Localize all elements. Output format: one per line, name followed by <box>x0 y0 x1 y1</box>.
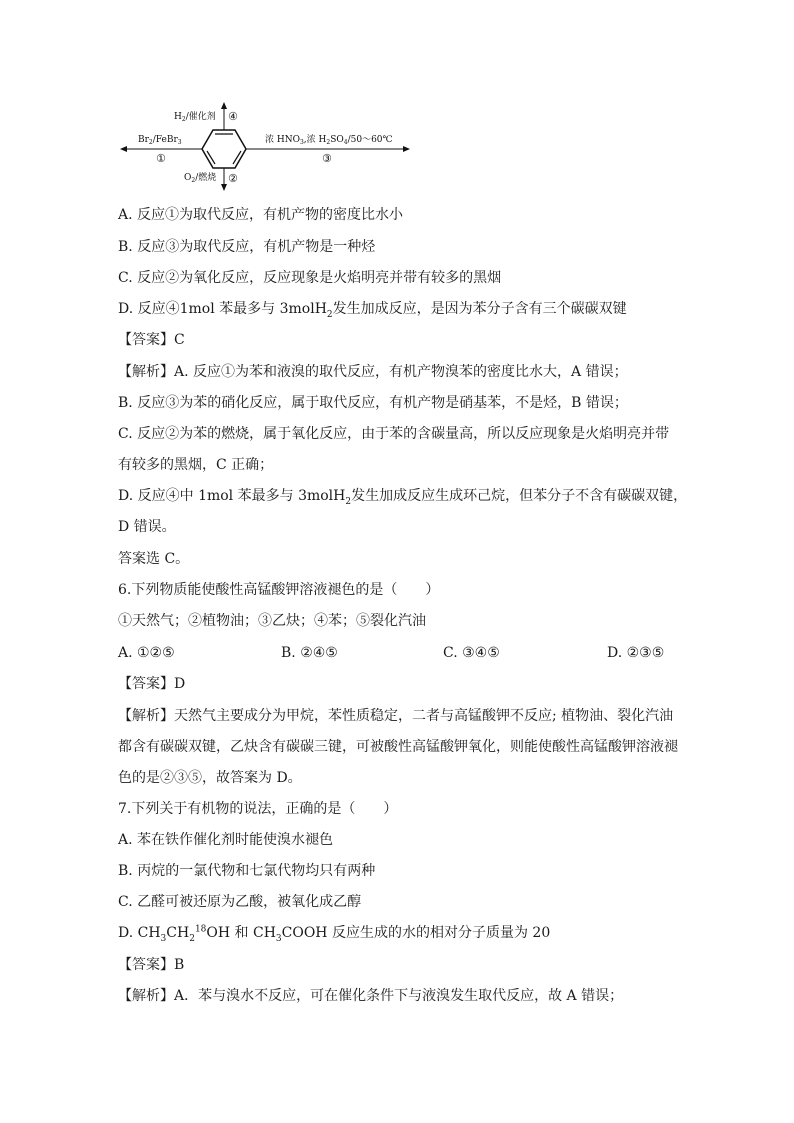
q6-explanation-2: 都含有碳碳双键，乙炔含有碳碳三键，可被酸性高锰酸钾氧化，则能使酸性高锰酸钾溶液褪 <box>118 739 678 755</box>
q5-explanation-1: 【解析】A. 反应①为苯和液溴的取代反应，有机产物溴苯的密度比水大，A 错误； <box>118 364 628 380</box>
right-arrowhead <box>403 146 410 152</box>
q7-option-d: D. $CH_3CH_2^{18}OH$ 和 $CH_3COOH$ 反应生成的水的相对分子质量为 20 <box>118 924 551 944</box>
q5-final-choice: 答案选 C。 <box>118 551 190 567</box>
q7-explanation-1: 【解析】A．苯与溴水不反应，可在催化条件下与液溴发生取代反应，故 A 错误； <box>118 988 624 1004</box>
q6-option-a: A. ①②⑤ <box>118 645 175 661</box>
q7-option-a: A. 苯在铁作催化剂时能使溴水褪色 <box>118 832 334 848</box>
label-reaction-4: ④ <box>228 110 238 123</box>
q5-explanation-3: C. 反应②为苯的燃烧，属于氧化反应，由于苯的含碳量高，所以反应现象是火焰明亮并带 <box>118 426 670 442</box>
label-reaction-1: ① <box>156 152 166 165</box>
label-reaction-3: ③ <box>322 152 332 165</box>
q5-option-a: A. 反应①为取代反应，有机产物的密度比水小 <box>118 207 404 223</box>
q5-option-c: C. 反应②为氧化反应，反应现象是火焰明亮并带有较多的黑烟 <box>118 270 502 286</box>
q7-option-c: C. 乙醛可被还原为乙酸，被氧化成乙醇 <box>118 894 362 910</box>
q5-option-d: D. 反应④1mol 苯最多与 3molH$_2$发生加成反应，是因为苯分子含有三个碳碳双键 <box>118 301 627 320</box>
q6-stem: 6.下列物质能使酸性高锰酸钾溶液褪色的是（ ） <box>118 582 440 598</box>
q6-answer: 【答案】D <box>118 676 186 692</box>
q6-explanation-3: 色的是②③⑤，故答案为 D。 <box>118 770 302 786</box>
q5-answer: 【答案】C <box>118 332 185 348</box>
q6-option-c: C. ③④⑤ <box>443 645 500 661</box>
q6-option-d: D. ②③⑤ <box>607 645 665 661</box>
label-o2-combustion: $O_2/$燃烧 <box>184 173 217 184</box>
label-h2-catalyst: $H_2/$催化剂 <box>174 112 216 123</box>
q7-stem: 7.下列关于有机物的说法，正确的是（ ） <box>118 801 398 817</box>
label-br2-febr3: $Br_2/FeBr_3$ <box>138 135 182 146</box>
q5-explanation-2: B. 反应③为苯的硝化反应，属于取代反应，有机产物是硝基苯，不是烃，B 错误； <box>118 395 628 411</box>
benzene-reaction-diagram <box>118 100 418 192</box>
down-arrowhead <box>221 184 227 191</box>
benzene-ring <box>202 130 246 168</box>
left-arrowhead <box>120 146 127 152</box>
q5-explanation-5: D. 反应④中 1mol 苯最多与 3molH$_2$发生加成反应生成环己烷，但苯分子不含有碳碳双键， <box>118 488 688 507</box>
q7-answer: 【答案】B <box>118 957 185 973</box>
q5-option-b: B. 反应③为取代反应，有机产物是一种烃 <box>118 239 376 255</box>
q6-option-b: B. ②④⑤ <box>281 645 338 661</box>
up-arrowhead <box>221 102 227 109</box>
q5-explanation-4: 有较多的黑烟，C 正确； <box>118 457 274 473</box>
q6-explanation-1: 【解析】天然气主要成分为甲烷，苯性质稳定，二者与高锰酸钾不反应; 植物油、裂化汽油 <box>118 708 674 724</box>
q5-explanation-6: D 错误。 <box>118 519 176 535</box>
q7-option-b: B. 丙烷的一氯代物和七氯代物均只有两种 <box>118 863 376 879</box>
label-reaction-2: ② <box>228 172 238 185</box>
q6-items: ①天然气；②植物油；③乙炔；④苯；⑤裂化汽油 <box>118 613 426 629</box>
label-nitration-conditions: 浓 $HNO_3$,浓 $H_2SO_4/50\sim 60℃$ <box>265 135 393 146</box>
